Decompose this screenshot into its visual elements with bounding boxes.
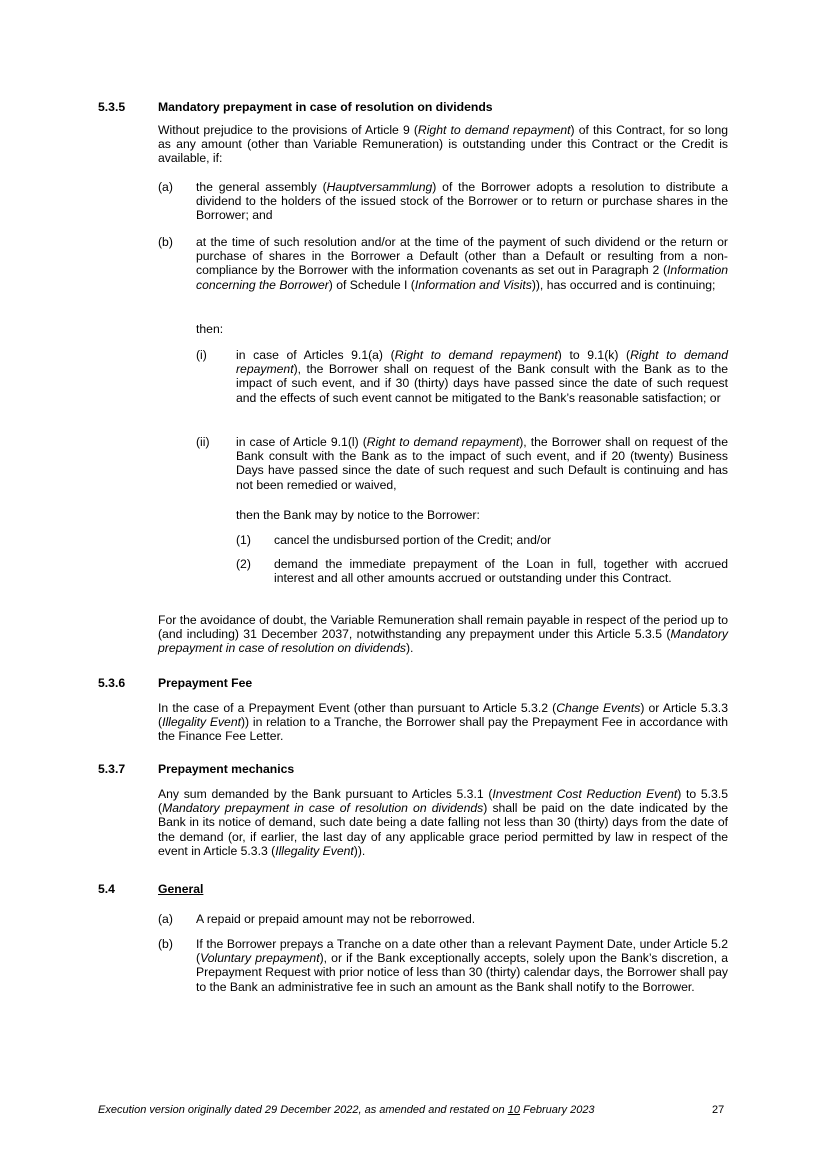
- list-label-i: (i): [196, 348, 207, 362]
- paragraph-prepayment-mechanics: Any sum demanded by the Bank pursuant to Articles 5.3.1 (Investment Cost Reduction Event) to 5.3.5 (Mandatory prepayment in case of resolution on dividends) shall be paid on the date indicated by the Bank in its notice of demand, such date being a date falling not less than 30 (thirty) days from the date of the demand (or, if earlier, the last day of any applicable grace period permitted by law in respect of the event in Article 5.3.3 (Illegality Event)).: [158, 787, 729, 858]
- section-number: 5.3.5: [98, 100, 126, 114]
- list-label-b: (b): [158, 235, 173, 249]
- list-label-2: (2): [236, 557, 251, 571]
- section-heading-5-4: [98, 882, 203, 896]
- list-item-ii: in case of Article 9.1(l) (Right to demand repayment), the Borrower shall on request of the Bank consult with the Bank as to the impact of such event, and if 20 (twenty) Business Days have passed since the date of such request and such Default is continuing and has not been remedied or waived,: [236, 435, 728, 492]
- list-label-1: (1): [236, 533, 251, 547]
- list-item-a: the general assembly (Hauptversammlung) of the Borrower adopts a resolution to distribute a dividend to the holders of the issued stock of the Borrower or to return or purchase shares in the Borrower; and: [196, 180, 728, 223]
- list-label-a: (a): [158, 912, 173, 926]
- footer-version-text: Execution version originally dated 29 December 2022, as amended and restated on 10 February 2023: [98, 1104, 595, 1116]
- section-title: General: [158, 882, 204, 896]
- paragraph-prepayment-fee: In the case of a Prepayment Event (other than pursuant to Article 5.3.2 (Change Events) or Article 5.3.3 (Illegality Event)) in relation to a Tranche, the Borrower shall pay the Prepayment Fee in accordance with the Finance Fee Letter.: [158, 701, 728, 744]
- list-item-2: demand the immediate prepayment of the Loan in full, together with accrued interest and all other amounts accrued or outstanding under this Contract.: [274, 557, 728, 586]
- section-number: 5.3.7: [98, 762, 126, 776]
- list-item-a: A repaid or prepaid amount may not be reborrowed.: [196, 912, 476, 926]
- section-heading-5-3-5: [98, 100, 493, 114]
- page-number: 27: [712, 1104, 725, 1116]
- paragraph-avoidance: For the avoidance of doubt, the Variable Remuneration shall remain payable in respect of the period up to (and including) 31 December 2037, notwithstanding any prepayment under this Article 5.3.5 (Mandatory prepayment in case of resolution on dividends).: [158, 613, 728, 656]
- list-label-ii: (ii): [196, 435, 210, 449]
- section-heading-5-3-7: [98, 762, 294, 776]
- section-title: Prepayment Fee: [158, 676, 253, 690]
- section-title: Prepayment mechanics: [158, 762, 295, 776]
- list-label-b: (b): [158, 937, 173, 951]
- section-number: 5.4: [98, 882, 115, 896]
- list-item-i: in case of Articles 9.1(a) (Right to demand repayment) to 9.1(k) (Right to demand repayment), the Borrower shall on request of the Bank consult with the Bank as to the impact of such event, and if 30 (thirty) days have passed since the date of such request and the effects of such event cannot be mitigated to the Bank’s reasonable satisfaction; or: [236, 348, 728, 405]
- list-item-b: If the Borrower prepays a Tranche on a date other than a relevant Payment Date, under Article 5.2 (Voluntary prepayment), or if the Bank exceptionally accepts, solely upon the Bank’s discretion, a Prepayment Request with prior notice of less than 30 (thirty) calendar days, the Borrower shall pay to the Bank an administrative fee in such an amount as the Bank shall notify to the Borrower.: [196, 937, 728, 994]
- then-text: then:: [196, 322, 224, 336]
- section-title: Mandatory prepayment in case of resolution on dividends: [158, 100, 493, 114]
- list-item-b: at the time of such resolution and/or at the time of the payment of such dividend or the return or purchase of shares in the Borrower a Default (other than a Default or resulting from a non-compliance by the Borrower with the information covenants as set out in Paragraph 2 (Information concerning the Borrower) of Schedule I (Information and Visits)), has occurred and is continuing;: [196, 235, 728, 292]
- section-number: 5.3.6: [98, 676, 126, 690]
- notice-text: then the Bank may by notice to the Borrower:: [236, 508, 480, 522]
- section-heading-5-3-6: [98, 676, 252, 690]
- list-item-1: cancel the undisbursed portion of the Credit; and/or: [274, 533, 552, 547]
- list-label-a: (a): [158, 180, 173, 194]
- paragraph-intro: Without prejudice to the provisions of Article 9 (Right to demand repayment) of this Contract, for so long as any amount (other than Variable Remuneration) is outstanding under this Contract or the Credit is available, if:: [158, 123, 729, 166]
